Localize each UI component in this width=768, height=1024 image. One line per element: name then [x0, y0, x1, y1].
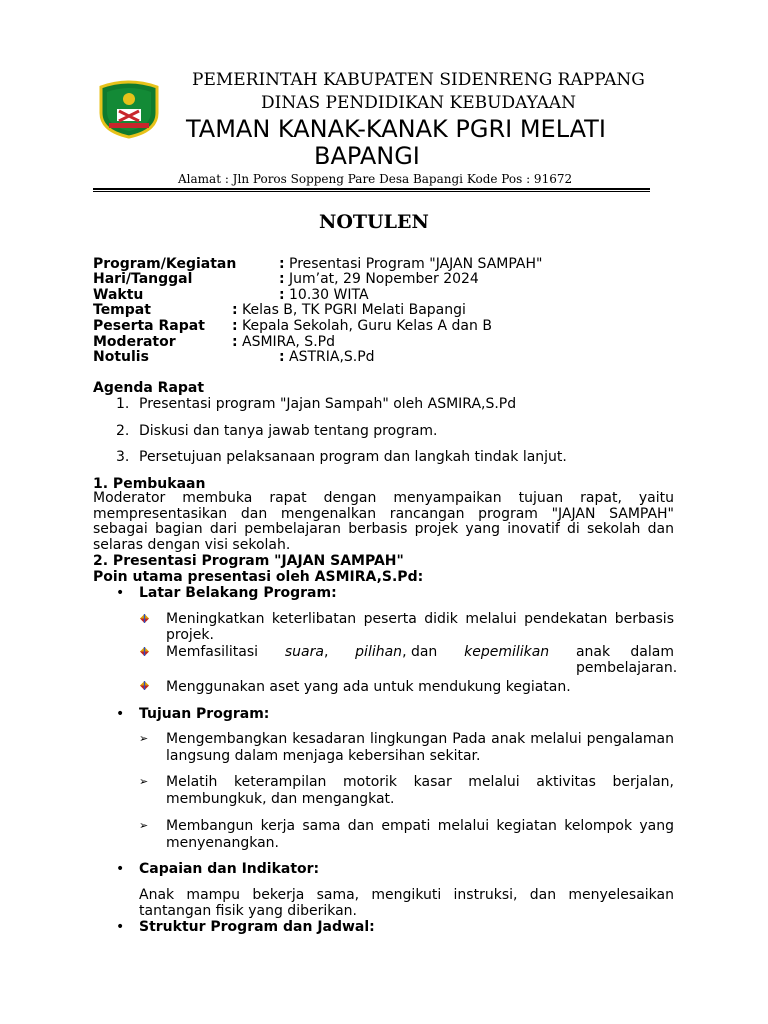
- info-label-program: Program/Kegiatan: [93, 256, 237, 272]
- latar-item-2-p4: anak dalam pembelajaran.: [575, 644, 678, 676]
- diamond-bullet-icon: [140, 681, 149, 690]
- tujuan-item-1: Mengembangkan kesadaran lingkungan Pada anak melalui pengalaman langsung dalam menjaga kebersihan sekitar.: [166, 731, 674, 764]
- info-value-notulis: ASTRIA,S.Pd: [289, 349, 375, 365]
- letterhead-divider: [93, 188, 650, 192]
- info-value-moderator: ASMIRA, S.Pd: [242, 334, 335, 350]
- section1-body: Moderator membuka rapat dengan menyampaikan tujuan rapat, yaitu mempresentasikan dan mengenalkan rancangan program "JAJAN SAMPAH" sebagai bagian dari pembelajaran berbasis projek yang inovatif di sekolah dan selaras dengan visi sekolah.: [93, 490, 674, 553]
- header-school-name-2: BAPANGI: [314, 142, 420, 170]
- diamond-bullet-icon: [140, 647, 149, 656]
- arrow-bullet-icon: ➢: [139, 819, 149, 832]
- agenda-item-3: Persetujuan pelaksanaan program dan langkah tindak lanjut.: [139, 449, 567, 465]
- info-label-time: Waktu: [93, 287, 144, 303]
- struktur-heading: Struktur Program dan Jadwal:: [139, 919, 375, 935]
- capaian-heading: Capaian dan Indikator:: [139, 861, 320, 877]
- latar-item-2-i2: pilihan, dan: [355, 644, 438, 660]
- info-value-place: Kelas B, TK PGRI Melati Bapangi: [242, 302, 466, 318]
- school-logo: [97, 79, 161, 139]
- latar-item-2-i1: suara,: [284, 644, 329, 660]
- info-sep-participants: :: [232, 318, 238, 334]
- info-sep-notulis: :: [279, 349, 285, 365]
- info-label-moderator: Moderator: [93, 334, 176, 350]
- header-line-1: PEMERINTAH KABUPATEN SIDENRENG RAPPANG: [192, 70, 645, 90]
- latar-item-2-p1: Memfasilitasi: [166, 644, 259, 660]
- header-school-name: TAMAN KANAK-KANAK PGRI MELATI: [186, 115, 606, 143]
- tujuan-item-3: Membangun kerja sama dan empati melalui kegiatan kelompok yang menyenangkan.: [166, 818, 674, 851]
- section2-heading: 2. Presentasi Program "JAJAN SAMPAH": [93, 553, 404, 569]
- info-label-participants: Peserta Rapat: [93, 318, 205, 334]
- latar-item-1: Meningkatkan keterlibatan peserta didik melalui pendekatan berbasis projek.: [166, 611, 674, 643]
- info-sep-moderator: :: [232, 334, 238, 350]
- bullet-icon: •: [116, 585, 125, 601]
- agenda-num-1: 1.: [116, 396, 130, 412]
- info-value-time: 10.30 WITA: [289, 287, 369, 303]
- info-label-place: Tempat: [93, 302, 151, 318]
- info-label-notulis: Notulis: [93, 349, 149, 365]
- capaian-body: Anak mampu bekerja sama, mengikuti instruksi, dan menyelesaikan tantangan fisik yang diberikan.: [139, 887, 674, 919]
- info-label-date: Hari/Tanggal: [93, 271, 193, 287]
- diamond-bullet-icon: [140, 614, 149, 623]
- latar-item-2-i3: kepemilikan: [464, 644, 550, 660]
- tujuan-item-2: Melatih keterampilan motorik kasar melalui aktivitas berjalan, membungkuk, dan mengangkat.: [166, 774, 674, 807]
- bullet-icon: •: [116, 861, 125, 877]
- agenda-item-2: Diskusi dan tanya jawab tentang program.: [139, 423, 438, 439]
- info-sep-date: :: [279, 271, 285, 287]
- agenda-num-2: 2.: [116, 423, 130, 439]
- info-sep-time: :: [279, 287, 285, 303]
- bullet-icon: •: [116, 919, 125, 935]
- agenda-heading: Agenda Rapat: [93, 380, 205, 396]
- section2-subheading: Poin utama presentasi oleh ASMIRA,S.Pd:: [93, 569, 424, 585]
- document-title: NOTULEN: [319, 211, 429, 233]
- header-line-2: DINAS PENDIDIKAN KEBUDAYAAN: [261, 93, 577, 113]
- header-address: Alamat : Jln Poros Soppeng Pare Desa Bapangi Kode Pos : 91672: [178, 172, 573, 186]
- latar-heading: Latar Belakang Program:: [139, 585, 337, 601]
- tujuan-heading: Tujuan Program:: [139, 706, 270, 722]
- bullet-icon: •: [116, 706, 125, 722]
- section1-heading: 1. Pembukaan: [93, 476, 206, 492]
- info-value-date: Jum’at, 29 Nopember 2024: [289, 271, 479, 287]
- arrow-bullet-icon: ➢: [139, 732, 149, 745]
- info-sep-program: :: [279, 256, 285, 272]
- info-value-program: Presentasi Program "JAJAN SAMPAH": [289, 256, 543, 272]
- info-sep-place: :: [232, 302, 238, 318]
- agenda-num-3: 3.: [116, 449, 130, 465]
- arrow-bullet-icon: ➢: [139, 775, 149, 788]
- latar-item-2: [166, 644, 678, 676]
- agenda-item-1: Presentasi program "Jajan Sampah" oleh ASMIRA,S.Pd: [139, 396, 517, 412]
- latar-item-3: Menggunakan aset yang ada untuk mendukung kegiatan.: [166, 679, 571, 695]
- info-value-participants: Kepala Sekolah, Guru Kelas A dan B: [242, 318, 492, 334]
- latar-item-2-line1: [166, 644, 678, 676]
